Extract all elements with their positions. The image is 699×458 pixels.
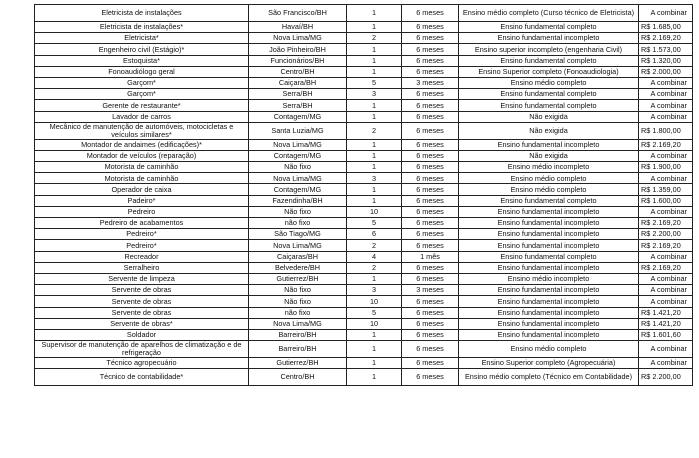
- salary-cell: R$ 2.200,00: [639, 369, 693, 386]
- location-cell: Centro/BH: [249, 369, 347, 386]
- job-title-cell: Eletricista de instalações: [35, 5, 249, 22]
- table-row: [35, 206, 693, 217]
- table-row: [35, 100, 693, 111]
- education-cell: Ensino fundamental completo: [459, 89, 639, 100]
- salary-cell: R$ 1.601,60: [639, 329, 693, 340]
- job-title-cell: Estoquista*: [35, 55, 249, 66]
- duration-cell: 6 meses: [402, 100, 459, 111]
- openings-cell: 10: [347, 206, 402, 217]
- education-cell: Ensino fundamental incompleto: [459, 329, 639, 340]
- location-cell: Contagem/MG: [249, 111, 347, 122]
- salary-cell: R$ 1.600,00: [639, 195, 693, 206]
- table-row: [35, 33, 693, 44]
- duration-cell: 6 meses: [402, 5, 459, 22]
- location-cell: Havaí/BH: [249, 22, 347, 33]
- openings-cell: 1: [347, 184, 402, 195]
- salary-cell: R$ 1.573,00: [639, 44, 693, 55]
- table-row: [35, 77, 693, 88]
- job-title-cell: Pedreiro*: [35, 229, 249, 240]
- duration-cell: 6 meses: [402, 66, 459, 77]
- duration-cell: 6 meses: [402, 229, 459, 240]
- salary-cell: R$ 1.900,00: [639, 162, 693, 173]
- education-cell: Ensino fundamental completo: [459, 22, 639, 33]
- openings-cell: 1: [347, 195, 402, 206]
- education-cell: Ensino médio completo (Curso técnico de Eletricista): [459, 5, 639, 22]
- location-cell: João Pinheiro/BH: [249, 44, 347, 55]
- job-title-cell: Fonoaudiólogo geral: [35, 66, 249, 77]
- location-cell: Fazendinha/BH: [249, 195, 347, 206]
- job-listings-table: [34, 4, 693, 386]
- location-cell: Barreiro/BH: [249, 329, 347, 340]
- openings-cell: 5: [347, 77, 402, 88]
- table-row: [35, 139, 693, 150]
- openings-cell: 1: [347, 5, 402, 22]
- salary-cell: R$ 2.200,00: [639, 229, 693, 240]
- table-row: [35, 285, 693, 296]
- salary-cell: R$ 1.800,00: [639, 122, 693, 139]
- salary-cell: A combinar: [639, 285, 693, 296]
- job-title-cell: Garçom*: [35, 89, 249, 100]
- education-cell: Ensino fundamental completo: [459, 100, 639, 111]
- location-cell: não fixo: [249, 218, 347, 229]
- job-title-cell: Montador de andaimes (edificações)*: [35, 139, 249, 150]
- job-title-cell: Padeiro*: [35, 195, 249, 206]
- education-cell: Ensino médio completo (Técnico em Contabilidade): [459, 369, 639, 386]
- job-title-cell: Supervisor de manutenção de aparelhos de climatização e de refrigeração: [35, 341, 249, 358]
- salary-cell: A combinar: [639, 273, 693, 284]
- openings-cell: 1: [347, 150, 402, 161]
- openings-cell: 1: [347, 44, 402, 55]
- table-row: [35, 358, 693, 369]
- openings-cell: 6: [347, 229, 402, 240]
- duration-cell: 6 meses: [402, 358, 459, 369]
- job-title-cell: Soldador: [35, 329, 249, 340]
- table-row: [35, 173, 693, 184]
- job-title-cell: Pedreiro de acabamentos: [35, 218, 249, 229]
- education-cell: Ensino médio completo: [459, 173, 639, 184]
- location-cell: Nova Lima/MG: [249, 33, 347, 44]
- table-row: [35, 229, 693, 240]
- salary-cell: A combinar: [639, 111, 693, 122]
- table-row: [35, 341, 693, 358]
- salary-cell: A combinar: [639, 150, 693, 161]
- openings-cell: 1: [347, 162, 402, 173]
- openings-cell: 1: [347, 341, 402, 358]
- table-row: [35, 195, 693, 206]
- table-row: [35, 262, 693, 273]
- openings-cell: 3: [347, 285, 402, 296]
- duration-cell: 6 meses: [402, 173, 459, 184]
- duration-cell: 1 mês: [402, 251, 459, 262]
- duration-cell: 6 meses: [402, 218, 459, 229]
- openings-cell: 1: [347, 273, 402, 284]
- job-title-cell: Servente de limpeza: [35, 273, 249, 284]
- openings-cell: 5: [347, 307, 402, 318]
- job-title-cell: Pedreiro: [35, 206, 249, 217]
- openings-cell: 3: [347, 89, 402, 100]
- job-title-cell: Técnico de contabilidade*: [35, 369, 249, 386]
- salary-cell: A combinar: [639, 173, 693, 184]
- location-cell: Gutierrez/BH: [249, 273, 347, 284]
- job-title-cell: Pedreiro*: [35, 240, 249, 251]
- salary-cell: A combinar: [639, 5, 693, 22]
- table-row: [35, 66, 693, 77]
- duration-cell: 6 meses: [402, 33, 459, 44]
- job-title-cell: Operador de caixa: [35, 184, 249, 195]
- duration-cell: 3 meses: [402, 77, 459, 88]
- job-title-cell: Técnico agropecuário: [35, 358, 249, 369]
- openings-cell: 2: [347, 262, 402, 273]
- openings-cell: 1: [347, 22, 402, 33]
- location-cell: Serra/BH: [249, 89, 347, 100]
- duration-cell: 6 meses: [402, 262, 459, 273]
- table-row: [35, 296, 693, 307]
- salary-cell: R$ 2.169,20: [639, 218, 693, 229]
- salary-cell: R$ 2.169,20: [639, 139, 693, 150]
- job-listings-body: [35, 5, 693, 386]
- job-title-cell: Eletricista*: [35, 33, 249, 44]
- duration-cell: 6 meses: [402, 184, 459, 195]
- openings-cell: 1: [347, 369, 402, 386]
- education-cell: Ensino fundamental completo: [459, 195, 639, 206]
- table-row: [35, 329, 693, 340]
- education-cell: Ensino fundamental incompleto: [459, 296, 639, 307]
- openings-cell: 1: [347, 55, 402, 66]
- location-cell: Não fixo: [249, 206, 347, 217]
- duration-cell: 6 meses: [402, 122, 459, 139]
- table-row: [35, 44, 693, 55]
- duration-cell: 6 meses: [402, 240, 459, 251]
- location-cell: Contagem/MG: [249, 184, 347, 195]
- table-row: [35, 240, 693, 251]
- salary-cell: A combinar: [639, 358, 693, 369]
- education-cell: Não exigida: [459, 122, 639, 139]
- salary-cell: R$ 2.000,00: [639, 66, 693, 77]
- table-row: [35, 89, 693, 100]
- openings-cell: 3: [347, 173, 402, 184]
- salary-cell: R$ 1.320,00: [639, 55, 693, 66]
- duration-cell: 6 meses: [402, 22, 459, 33]
- openings-cell: 2: [347, 240, 402, 251]
- openings-cell: 10: [347, 296, 402, 307]
- education-cell: Não exigida: [459, 111, 639, 122]
- location-cell: Caiçaras/BH: [249, 251, 347, 262]
- table-row: [35, 22, 693, 33]
- education-cell: Ensino fundamental incompleto: [459, 139, 639, 150]
- education-cell: Ensino médio incompleto: [459, 162, 639, 173]
- location-cell: Não fixo: [249, 162, 347, 173]
- salary-cell: R$ 2.169,20: [639, 33, 693, 44]
- salary-cell: R$ 2.169,20: [639, 262, 693, 273]
- duration-cell: 6 meses: [402, 195, 459, 206]
- education-cell: Ensino Superior completo (Agropecuária): [459, 358, 639, 369]
- education-cell: Ensino fundamental incompleto: [459, 206, 639, 217]
- openings-cell: 4: [347, 251, 402, 262]
- openings-cell: 1: [347, 329, 402, 340]
- table-row: [35, 122, 693, 139]
- job-title-cell: Motorista de caminhão: [35, 162, 249, 173]
- location-cell: Nova Lima/MG: [249, 240, 347, 251]
- location-cell: Não fixo: [249, 296, 347, 307]
- salary-cell: R$ 1.359,00: [639, 184, 693, 195]
- job-title-cell: Montador de veículos (reparação): [35, 150, 249, 161]
- education-cell: Ensino médio completo: [459, 184, 639, 195]
- salary-cell: A combinar: [639, 89, 693, 100]
- table-row: [35, 251, 693, 262]
- job-title-cell: Servente de obras: [35, 296, 249, 307]
- table-row: [35, 111, 693, 122]
- location-cell: Funcionários/BH: [249, 55, 347, 66]
- job-title-cell: Servente de obras*: [35, 318, 249, 329]
- salary-cell: A combinar: [639, 77, 693, 88]
- education-cell: Ensino fundamental incompleto: [459, 33, 639, 44]
- openings-cell: 2: [347, 122, 402, 139]
- duration-cell: 6 meses: [402, 318, 459, 329]
- salary-cell: A combinar: [639, 341, 693, 358]
- education-cell: Ensino fundamental incompleto: [459, 307, 639, 318]
- salary-cell: R$ 2.169,20: [639, 240, 693, 251]
- duration-cell: 6 meses: [402, 206, 459, 217]
- duration-cell: 6 meses: [402, 369, 459, 386]
- location-cell: Barreiro/BH: [249, 341, 347, 358]
- location-cell: São Francisco/BH: [249, 5, 347, 22]
- job-title-cell: Serralheiro: [35, 262, 249, 273]
- duration-cell: 6 meses: [402, 55, 459, 66]
- job-title-cell: Gerente de restaurante*: [35, 100, 249, 111]
- duration-cell: 6 meses: [402, 162, 459, 173]
- job-title-cell: Recreador: [35, 251, 249, 262]
- education-cell: Ensino fundamental completo: [459, 55, 639, 66]
- table-row: [35, 369, 693, 386]
- location-cell: Gutierrez/BH: [249, 358, 347, 369]
- duration-cell: 6 meses: [402, 139, 459, 150]
- education-cell: Ensino fundamental incompleto: [459, 240, 639, 251]
- education-cell: Ensino fundamental incompleto: [459, 318, 639, 329]
- location-cell: Santa Luzia/MG: [249, 122, 347, 139]
- duration-cell: 6 meses: [402, 329, 459, 340]
- table-row: [35, 218, 693, 229]
- openings-cell: 1: [347, 100, 402, 111]
- job-title-cell: Garçom*: [35, 77, 249, 88]
- education-cell: Ensino superior incompleto (engenharia Civil): [459, 44, 639, 55]
- education-cell: Ensino Superior completo (Fonoaudiologia): [459, 66, 639, 77]
- education-cell: Ensino fundamental incompleto: [459, 262, 639, 273]
- duration-cell: 6 meses: [402, 111, 459, 122]
- table-row: [35, 150, 693, 161]
- table-row: [35, 162, 693, 173]
- location-cell: não fixo: [249, 307, 347, 318]
- duration-cell: 6 meses: [402, 89, 459, 100]
- openings-cell: 1: [347, 66, 402, 77]
- duration-cell: 3 meses: [402, 285, 459, 296]
- openings-cell: 1: [347, 358, 402, 369]
- location-cell: São Tiago/MG: [249, 229, 347, 240]
- openings-cell: 2: [347, 33, 402, 44]
- salary-cell: A combinar: [639, 100, 693, 111]
- duration-cell: 6 meses: [402, 150, 459, 161]
- salary-cell: A combinar: [639, 251, 693, 262]
- table-row: [35, 184, 693, 195]
- location-cell: Contagem/MG: [249, 150, 347, 161]
- table-row: [35, 55, 693, 66]
- location-cell: Nova Lima/MG: [249, 318, 347, 329]
- job-table-container: [34, 4, 693, 386]
- duration-cell: 6 meses: [402, 44, 459, 55]
- location-cell: Nova Lima/MG: [249, 173, 347, 184]
- education-cell: Ensino fundamental incompleto: [459, 285, 639, 296]
- job-title-cell: Lavador de carros: [35, 111, 249, 122]
- salary-cell: A combinar: [639, 296, 693, 307]
- job-title-cell: Servente de obras: [35, 285, 249, 296]
- education-cell: Ensino médio incompleto: [459, 273, 639, 284]
- duration-cell: 6 meses: [402, 273, 459, 284]
- location-cell: Centro/BH: [249, 66, 347, 77]
- salary-cell: R$ 1.421,20: [639, 318, 693, 329]
- location-cell: Caiçara/BH: [249, 77, 347, 88]
- openings-cell: 1: [347, 111, 402, 122]
- location-cell: Belvedere/BH: [249, 262, 347, 273]
- table-row: [35, 5, 693, 22]
- salary-cell: R$ 1.421,20: [639, 307, 693, 318]
- duration-cell: 6 meses: [402, 307, 459, 318]
- location-cell: Nova Lima/MG: [249, 139, 347, 150]
- education-cell: Ensino médio completo: [459, 341, 639, 358]
- job-title-cell: Motorista de caminhão: [35, 173, 249, 184]
- salary-cell: A combinar: [639, 206, 693, 217]
- openings-cell: 5: [347, 218, 402, 229]
- job-title-cell: Mecânico de manutenção de automóveis, motocicletas e veículos similares*: [35, 122, 249, 139]
- table-row: [35, 307, 693, 318]
- salary-cell: R$ 1.685,00: [639, 22, 693, 33]
- job-title-cell: Engenheiro civil (Estágio)*: [35, 44, 249, 55]
- education-cell: Ensino fundamental incompleto: [459, 218, 639, 229]
- table-row: [35, 318, 693, 329]
- openings-cell: 10: [347, 318, 402, 329]
- location-cell: Não fixo: [249, 285, 347, 296]
- table-row: [35, 273, 693, 284]
- education-cell: Ensino fundamental completo: [459, 251, 639, 262]
- education-cell: Não exigida: [459, 150, 639, 161]
- openings-cell: 1: [347, 139, 402, 150]
- duration-cell: 6 meses: [402, 341, 459, 358]
- job-title-cell: Eletricista de instalações*: [35, 22, 249, 33]
- education-cell: Ensino médio completo: [459, 77, 639, 88]
- duration-cell: 6 meses: [402, 296, 459, 307]
- location-cell: Serra/BH: [249, 100, 347, 111]
- job-title-cell: Servente de obras: [35, 307, 249, 318]
- education-cell: Ensino fundamental incompleto: [459, 229, 639, 240]
